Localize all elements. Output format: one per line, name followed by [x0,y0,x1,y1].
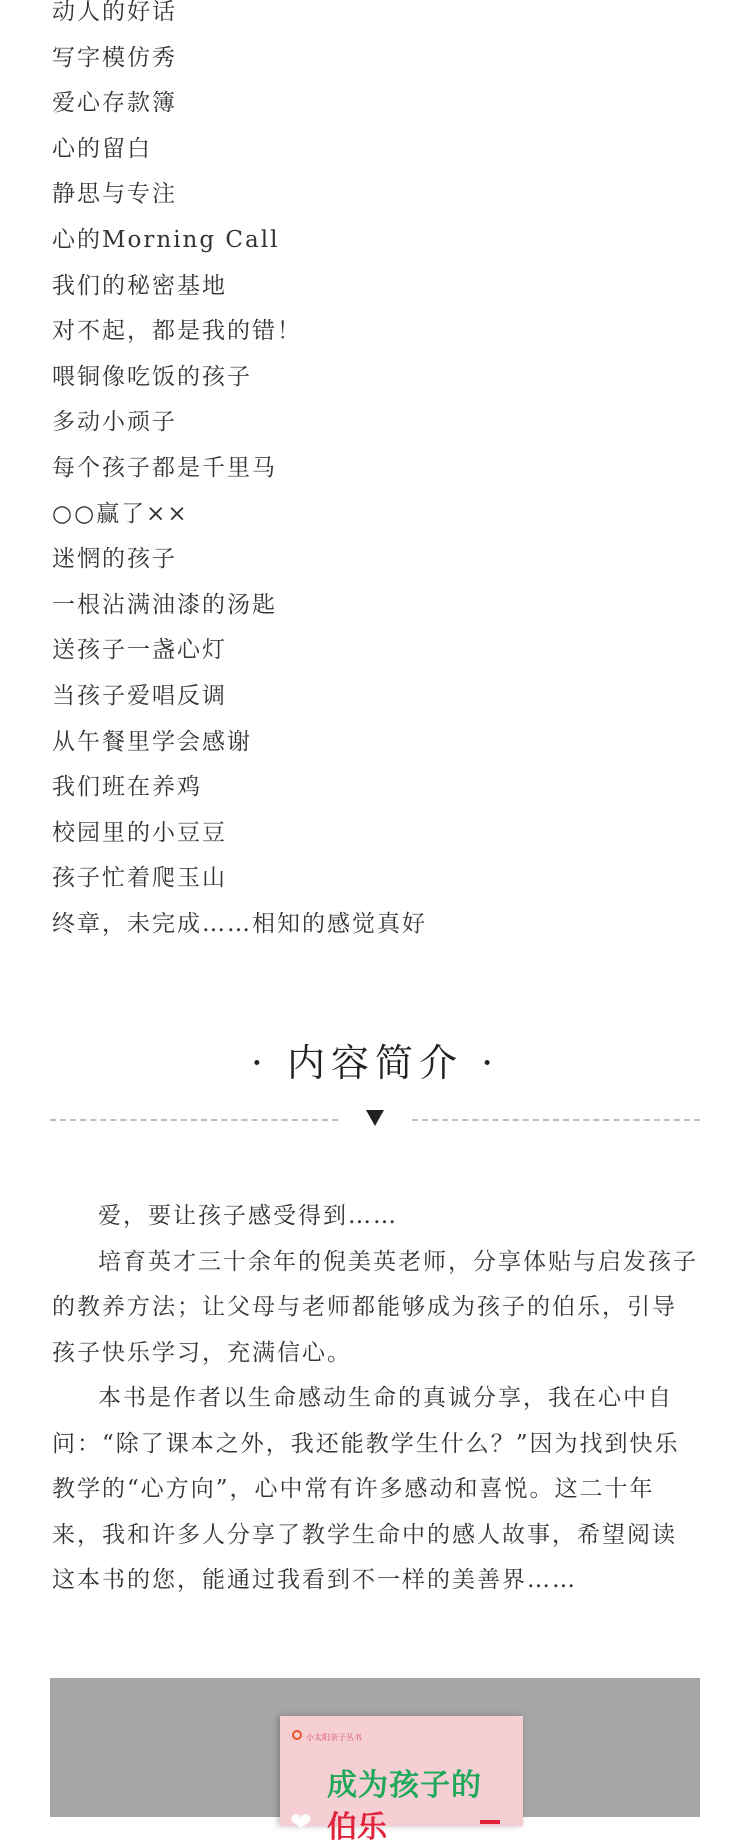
toc-item: 爱心存款簿 [52,90,177,117]
toc-item: 终章，未完成……相知的感觉真好 [52,910,427,937]
toc-item: 一根沾满油漆的汤匙 [52,591,277,618]
toc-item: 送孩子一盏心灯 [52,637,227,664]
book-cover-panel [50,1678,700,1845]
heart-icon: ❤ [290,1808,312,1838]
divider-dash-left [50,1119,338,1121]
toc-item: 迷惘的孩子 [52,546,177,573]
toc-item: 孩子忙着爬玉山 [52,865,227,892]
book-cover-image [280,1716,523,1845]
toc-item: 我们班在养鸡 [52,774,202,801]
book-title-line2: 伯乐 [327,1810,387,1845]
table-of-contents [52,0,427,947]
intro-paragraph: 爱，要让孩子感受得到…… [98,1203,398,1229]
toc-item: 每个孩子都是千里马 [52,454,277,481]
toc-item: 心的Morning Call [52,226,280,253]
toc-item: 动人的好话 [52,0,177,25]
triangle-down-icon [366,1110,384,1126]
toc-item: 当孩子爱唱反调 [52,682,227,709]
toc-item: 喂铜像吃饭的孩子 [52,363,252,390]
toc-item: 从午餐里学会感谢 [52,728,252,755]
toc-item: 写字模仿秀 [52,44,177,71]
cover-accent-mark [480,1820,500,1824]
toc-item: ○○赢了×× [52,500,189,527]
section-divider [50,1108,700,1128]
book-series: 小太阳亲子丛书 [306,1733,362,1742]
toc-item: 我们的秘密基地 [52,272,227,299]
toc-item: 校园里的小豆豆 [52,819,227,846]
intro-paragraph: 培育英才三十余年的倪美英老师，分享体贴与启发孩子的教养方法；让父母与老师都能够成为孩子的伯乐，引导孩子快乐学习，充满信心。 [52,1248,698,1366]
toc-item: 对不起，都是我的错！ [52,318,302,345]
intro-paragraph: 本书是作者以生命感动生命的真诚分享，我在心中自问：“除了课本之外，我还能教学生什么？”因为找到快乐教学的“心方向”，心中常有许多感动和喜悦。这二十年来，我和许多人分享了教学生命中的感人故事，希望阅读这本书的您，能通过我看到不一样的美善界…… [52,1385,680,1593]
content-intro [52,1194,698,1604]
toc-item: 心的留白 [52,135,152,162]
divider-dash-right [412,1119,700,1121]
toc-item: 静思与专注 [52,181,177,208]
sun-logo-icon [292,1730,302,1740]
section-title: · 内容简介 · [250,1041,500,1085]
book-title-line1: 成为孩子的 [327,1768,482,1803]
toc-item: 多动小顽子 [52,409,177,436]
